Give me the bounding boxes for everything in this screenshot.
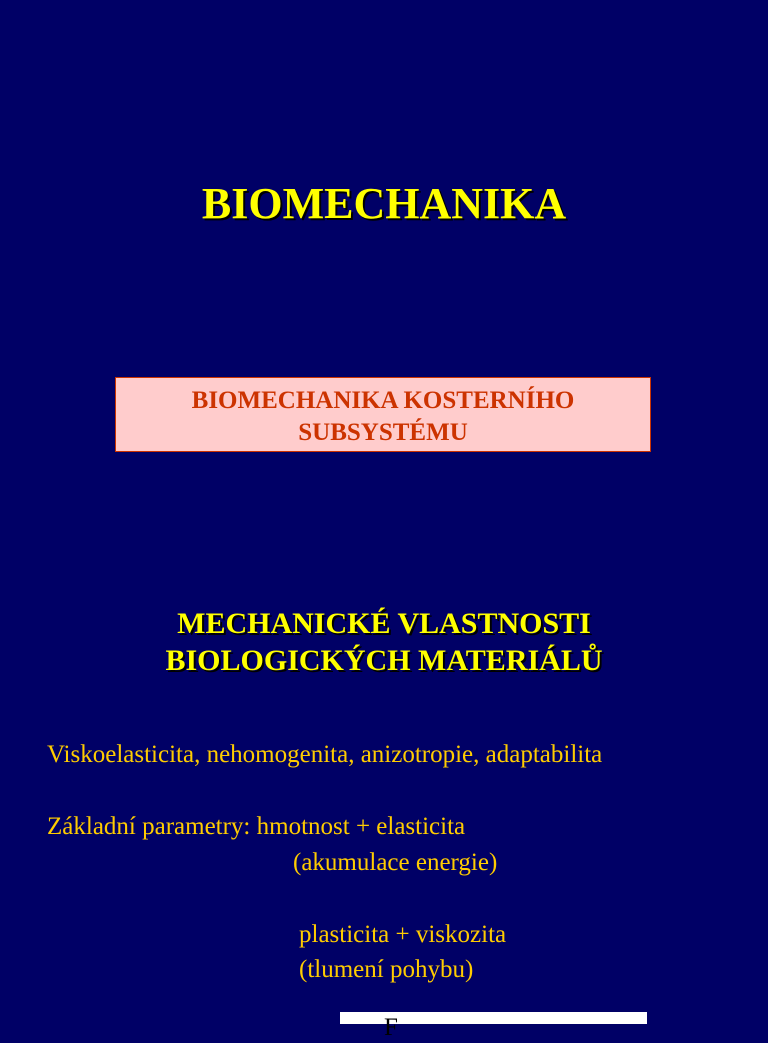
subtitle-line-2: SUBSYSTÉMU <box>298 419 468 446</box>
section-heading <box>0 605 768 679</box>
section-heading-line-2: BIOLOGICKÝCH MATERIÁLŮ <box>165 644 603 677</box>
subtitle-box <box>115 377 651 452</box>
subtitle-line-1: BIOMECHANIKA KOSTERNÍHO <box>191 387 575 414</box>
parameters-note-1: (akumulace energie) <box>293 849 498 876</box>
section-heading-line-1: MECHANICKÉ VLASTNOSTI <box>177 607 591 640</box>
parameters-line-1: Základní parametry: hmotnost + elasticita <box>47 813 466 840</box>
parameters-note-2: (tlumení pohybu) <box>299 956 474 983</box>
slide-title: BIOMECHANIKA <box>201 179 567 228</box>
bottom-box-text: F <box>384 1014 398 1041</box>
parameters-line-2: plasticita + viskozita <box>299 921 507 948</box>
bottom-text-box <box>340 1012 647 1041</box>
properties-text: Viskoelasticita, nehomogenita, anizotropie, adaptabilita <box>47 741 603 768</box>
